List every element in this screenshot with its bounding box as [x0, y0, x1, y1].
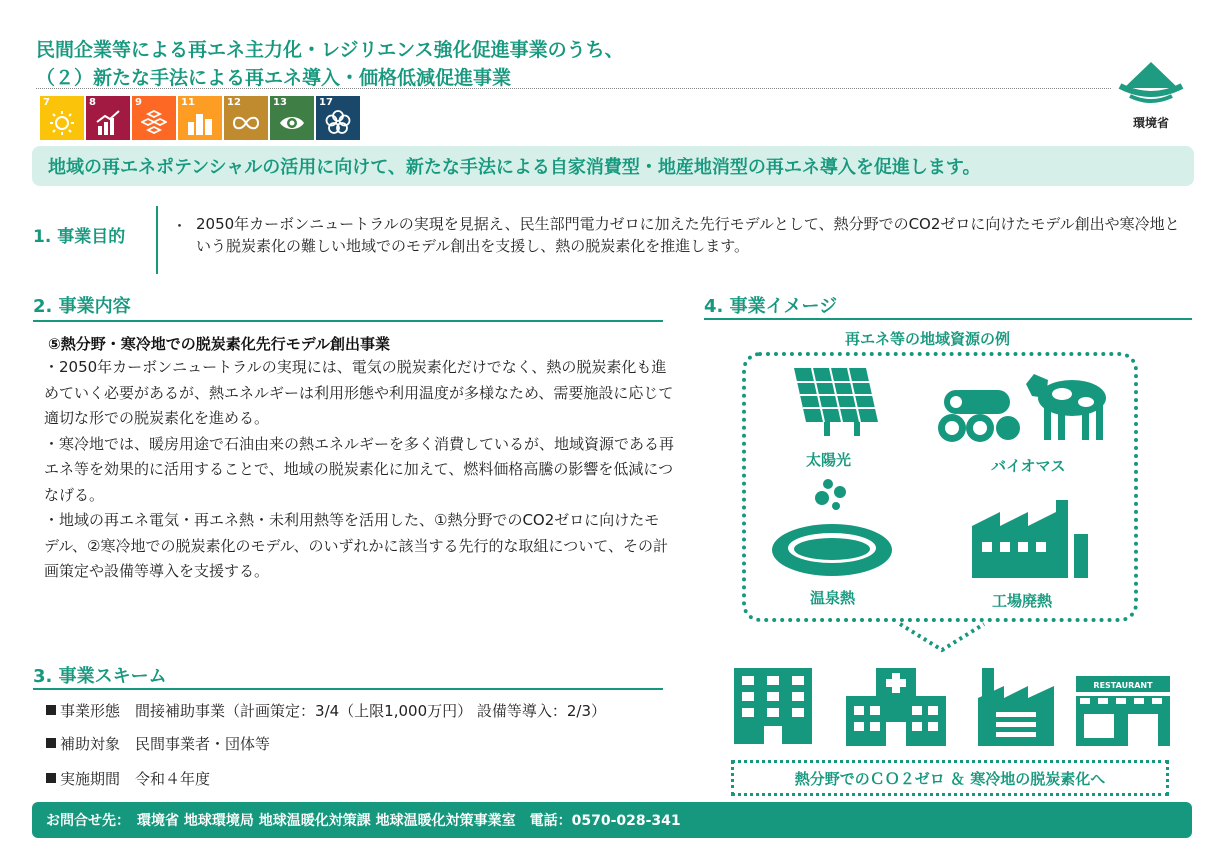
- solar-panel-icon: [776, 366, 886, 438]
- sdg-13-icon: 13: [270, 96, 314, 140]
- ministry-logo: [1116, 56, 1186, 131]
- sdg-8-icon: 8: [86, 96, 130, 140]
- sdg-icons: [40, 96, 360, 140]
- biomass-icon: [936, 364, 1122, 446]
- square-bullet-icon: [46, 738, 56, 748]
- resource-label-factory-heat: 工場廃熱: [992, 592, 1053, 610]
- factory-building-icon: [978, 668, 1054, 746]
- content-paragraph: ・地域の再エネ電気・再エネ熱・未利用熱等を活用した、①熱分野でのCO2ゼロに向けたモデル、②寒冷地での脱炭素化のモデル、のいずれかに該当する先行的な取組について、その計画策定や設備等導入を支援する。: [44, 511, 668, 580]
- contact-footer: [32, 802, 1192, 838]
- title-line-1: 民間企業等による再エネ主力化・レジリエンス強化促進事業のうち、: [36, 39, 624, 61]
- sdg-17-icon: 17: [316, 96, 360, 140]
- purpose-text: 2050年カーボンニュートラルの実現を見据え、民生部門電力ゼロに加えた先行モデルとして、熱分野でのCO2ゼロに向けたモデル創出や寒冷地という脱炭素化の難しい地域でのモデル創出を支援し、熱の脱炭素化を推進します。: [196, 215, 1180, 255]
- content-paragraph: ・2050年カーボンニュートラルの実現には、電気の脱炭素化だけでなく、熱の脱炭素化も進めていく必要があるが、熱エネルギーは利用形態や利用温度が多様なため、需要施設に応じて適切な形での脱炭素化を進める。: [44, 358, 674, 427]
- goal-text: 熱分野でのＣＯ２ゼロ ＆ 寒冷地の脱炭素化へ: [794, 769, 1106, 788]
- title-line-2: （２）新たな手法による再エネ導入・価格低減促進事業: [36, 67, 512, 89]
- sdg-7-icon: 7: [40, 96, 84, 140]
- resources-subtitle: 再エネ等の地域資源の例: [845, 330, 1011, 348]
- office-building-icon: [734, 668, 812, 744]
- content-body: [44, 355, 674, 585]
- resource-label-biomass: バイオマス: [991, 457, 1066, 475]
- sdg-9-icon: 9: [132, 96, 176, 140]
- image-heading-rule: [704, 318, 1192, 320]
- content-heading: 2. 事業内容: [33, 296, 131, 317]
- sdg-11-icon: 11: [178, 96, 222, 140]
- resource-label-solar: 太陽光: [806, 451, 852, 469]
- factory-icon: [972, 500, 1090, 580]
- purpose-heading: 1. 事業目的: [33, 227, 126, 247]
- mountain-logo-icon: [1116, 56, 1186, 106]
- hospital-icon: [846, 668, 946, 746]
- purpose-bullet: ・: [172, 217, 188, 235]
- banner-text: 地域の再エネポテンシャルの活用に向けて、新たな手法による自家消費型・地産地消型の再エネ導入を促進します。: [48, 157, 981, 178]
- logo-text: 環境省: [1132, 116, 1169, 130]
- content-paragraph: ・寒冷地では、暖房用途で石油由来の熱エネルギーを多く消費しているが、地域資源である再エネ等を効果的に活用することで、地域の脱炭素化に加えて、燃料価格高騰の影響を低減につなげる。: [44, 434, 675, 504]
- restaurant-sign: RESTAURANT: [1093, 681, 1153, 690]
- square-bullet-icon: [46, 705, 56, 715]
- hot-spring-icon: [770, 476, 898, 580]
- scheme-heading: 3. 事業スキーム: [33, 666, 167, 687]
- down-arrow-icon: [896, 618, 988, 654]
- image-heading: 4. 事業イメージ: [704, 296, 838, 317]
- sdg-12-icon: 12: [224, 96, 268, 140]
- scheme-row: 補助対象 民間事業者・団体等: [46, 733, 270, 754]
- title-divider: [36, 88, 1111, 89]
- content-heading-rule: [33, 320, 663, 322]
- scheme-heading-rule: [33, 688, 663, 690]
- scheme-row: 事業形態 間接補助事業（計画策定：3/4（上限1,000万円） 設備等導入：2/3）: [46, 700, 606, 721]
- purpose-divider: [156, 206, 158, 274]
- goal-box: [731, 760, 1169, 796]
- scheme-row: 実施期間 令和４年度: [46, 768, 210, 789]
- restaurant-icon: [1076, 676, 1170, 746]
- resource-label-hot-spring: 温泉熱: [810, 589, 856, 607]
- content-subtitle: ⑤熱分野・寒冷地での脱炭素化先行モデル創出事業: [48, 335, 390, 353]
- square-bullet-icon: [46, 773, 56, 783]
- lead-banner: [32, 146, 1194, 186]
- contact-text: お問合せ先： 環境省 地球環境局 地球温暖化対策課 地球温暖化対策事業室 電話：0570-028-341: [46, 813, 681, 829]
- page-title: [36, 36, 1106, 92]
